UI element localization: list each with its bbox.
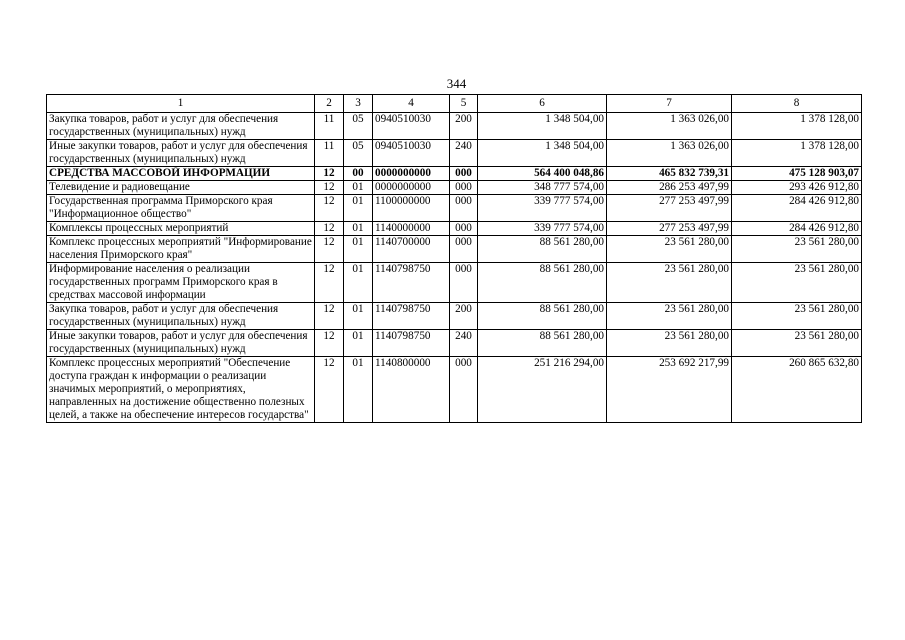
target-article-cell: 1140700000 <box>373 236 450 263</box>
table-row <box>47 222 862 236</box>
amount-col7-cell: 1 363 026,00 <box>607 140 732 167</box>
target-article-cell: 1100000000 <box>373 195 450 222</box>
expense-type-cell: 000 <box>450 167 478 181</box>
subsection-code-cell: 01 <box>344 330 373 357</box>
subsection-code-cell: 05 <box>344 140 373 167</box>
amount-col6-cell: 1 348 504,00 <box>478 140 607 167</box>
item-name-cell: Информирование населения о реализации государственных программ Приморского края в средствах массовой информации <box>47 263 315 303</box>
section-code-cell: 12 <box>315 222 344 236</box>
amount-col6-cell: 564 400 048,86 <box>478 167 607 181</box>
amount-col7-cell: 23 561 280,00 <box>607 263 732 303</box>
subsection-code-cell: 01 <box>344 357 373 423</box>
section-code-cell: 12 <box>315 263 344 303</box>
header-cell-7: 7 <box>607 95 732 113</box>
expense-type-cell: 000 <box>450 236 478 263</box>
amount-col8-cell: 475 128 903,07 <box>732 167 862 181</box>
subsection-code-cell: 01 <box>344 236 373 263</box>
amount-col7-cell: 277 253 497,99 <box>607 222 732 236</box>
header-cell-6: 6 <box>478 95 607 113</box>
section-code-cell: 12 <box>315 195 344 222</box>
budget-table <box>46 94 862 423</box>
amount-col8-cell: 23 561 280,00 <box>732 236 862 263</box>
expense-type-cell: 000 <box>450 195 478 222</box>
amount-col6-cell: 339 777 574,00 <box>478 195 607 222</box>
amount-col8-cell: 260 865 632,80 <box>732 357 862 423</box>
amount-col7-cell: 465 832 739,31 <box>607 167 732 181</box>
header-row <box>47 95 862 113</box>
item-name-cell: Комплексы процессных мероприятий <box>47 222 315 236</box>
item-name-cell: Иные закупки товаров, работ и услуг для обеспечения государственных (муниципальных) нужд <box>47 140 315 167</box>
amount-col7-cell: 23 561 280,00 <box>607 236 732 263</box>
amount-col6-cell: 88 561 280,00 <box>478 330 607 357</box>
amount-col8-cell: 1 378 128,00 <box>732 113 862 140</box>
amount-col7-cell: 253 692 217,99 <box>607 357 732 423</box>
amount-col8-cell: 284 426 912,80 <box>732 222 862 236</box>
expense-type-cell: 000 <box>450 263 478 303</box>
amount-col6-cell: 339 777 574,00 <box>478 222 607 236</box>
target-article-cell: 1140798750 <box>373 263 450 303</box>
table-row <box>47 357 862 423</box>
target-article-cell: 0000000000 <box>373 167 450 181</box>
target-article-cell: 1140798750 <box>373 303 450 330</box>
section-code-cell: 12 <box>315 167 344 181</box>
section-code-cell: 12 <box>315 236 344 263</box>
section-code-cell: 11 <box>315 113 344 140</box>
expense-type-cell: 000 <box>450 181 478 195</box>
amount-col8-cell: 23 561 280,00 <box>732 330 862 357</box>
table-row <box>47 195 862 222</box>
item-name-cell: Государственная программа Приморского края "Информационное общество" <box>47 195 315 222</box>
amount-col7-cell: 1 363 026,00 <box>607 113 732 140</box>
item-name-cell: Закупка товаров, работ и услуг для обеспечения государственных (муниципальных) нужд <box>47 113 315 140</box>
amount-col6-cell: 88 561 280,00 <box>478 236 607 263</box>
subsection-code-cell: 05 <box>344 113 373 140</box>
header-cell-8: 8 <box>732 95 862 113</box>
section-code-cell: 12 <box>315 330 344 357</box>
table-row <box>47 263 862 303</box>
expense-type-cell: 000 <box>450 222 478 236</box>
section-code-cell: 12 <box>315 303 344 330</box>
amount-col8-cell: 284 426 912,80 <box>732 195 862 222</box>
table-row <box>47 303 862 330</box>
table-row <box>47 167 862 181</box>
page-number: 344 <box>446 76 467 91</box>
amount-col8-cell: 23 561 280,00 <box>732 303 862 330</box>
table-body <box>47 113 862 423</box>
expense-type-cell: 240 <box>450 140 478 167</box>
table-row <box>47 140 862 167</box>
header-cell-2: 2 <box>315 95 344 113</box>
item-name-cell: СРЕДСТВА МАССОВОЙ ИНФОРМАЦИИ <box>47 167 315 181</box>
subsection-code-cell: 00 <box>344 167 373 181</box>
target-article-cell: 0940510030 <box>373 140 450 167</box>
amount-col8-cell: 1 378 128,00 <box>732 140 862 167</box>
amount-col6-cell: 348 777 574,00 <box>478 181 607 195</box>
item-name-cell: Комплекс процессных мероприятий "Обеспечение доступа граждан к информации о реализации значимых мероприятий, о мероприятиях, направленных на достижение общественно полезных целей, а также на обеспечение интересов государства" <box>47 357 315 423</box>
amount-col7-cell: 286 253 497,99 <box>607 181 732 195</box>
amount-col8-cell: 293 426 912,80 <box>732 181 862 195</box>
amount-col6-cell: 88 561 280,00 <box>478 263 607 303</box>
table-row <box>47 236 862 263</box>
table-row <box>47 181 862 195</box>
amount-col8-cell: 23 561 280,00 <box>732 263 862 303</box>
header-cell-3: 3 <box>344 95 373 113</box>
amount-col6-cell: 1 348 504,00 <box>478 113 607 140</box>
item-name-cell: Иные закупки товаров, работ и услуг для обеспечения государственных (муниципальных) нужд <box>47 330 315 357</box>
expense-type-cell: 000 <box>450 357 478 423</box>
table-row <box>47 113 862 140</box>
section-code-cell: 11 <box>315 140 344 167</box>
subsection-code-cell: 01 <box>344 181 373 195</box>
section-code-cell: 12 <box>315 357 344 423</box>
amount-col7-cell: 23 561 280,00 <box>607 330 732 357</box>
target-article-cell: 0000000000 <box>373 181 450 195</box>
amount-col7-cell: 277 253 497,99 <box>607 195 732 222</box>
amount-col7-cell: 23 561 280,00 <box>607 303 732 330</box>
target-article-cell: 1140800000 <box>373 357 450 423</box>
subsection-code-cell: 01 <box>344 222 373 236</box>
amount-col6-cell: 88 561 280,00 <box>478 303 607 330</box>
header-cell-5: 5 <box>450 95 478 113</box>
header-cell-1: 1 <box>47 95 315 113</box>
subsection-code-cell: 01 <box>344 303 373 330</box>
table-row <box>47 330 862 357</box>
expense-type-cell: 200 <box>450 113 478 140</box>
amount-col6-cell: 251 216 294,00 <box>478 357 607 423</box>
item-name-cell: Закупка товаров, работ и услуг для обеспечения государственных (муниципальных) нужд <box>47 303 315 330</box>
subsection-code-cell: 01 <box>344 263 373 303</box>
item-name-cell: Комплекс процессных мероприятий "Информирование населения Приморского края" <box>47 236 315 263</box>
subsection-code-cell: 01 <box>344 195 373 222</box>
header-cell-4: 4 <box>373 95 450 113</box>
expense-type-cell: 240 <box>450 330 478 357</box>
section-code-cell: 12 <box>315 181 344 195</box>
item-name-cell: Телевидение и радиовещание <box>47 181 315 195</box>
target-article-cell: 1140798750 <box>373 330 450 357</box>
target-article-cell: 0940510030 <box>373 113 450 140</box>
expense-type-cell: 200 <box>450 303 478 330</box>
target-article-cell: 1140000000 <box>373 222 450 236</box>
